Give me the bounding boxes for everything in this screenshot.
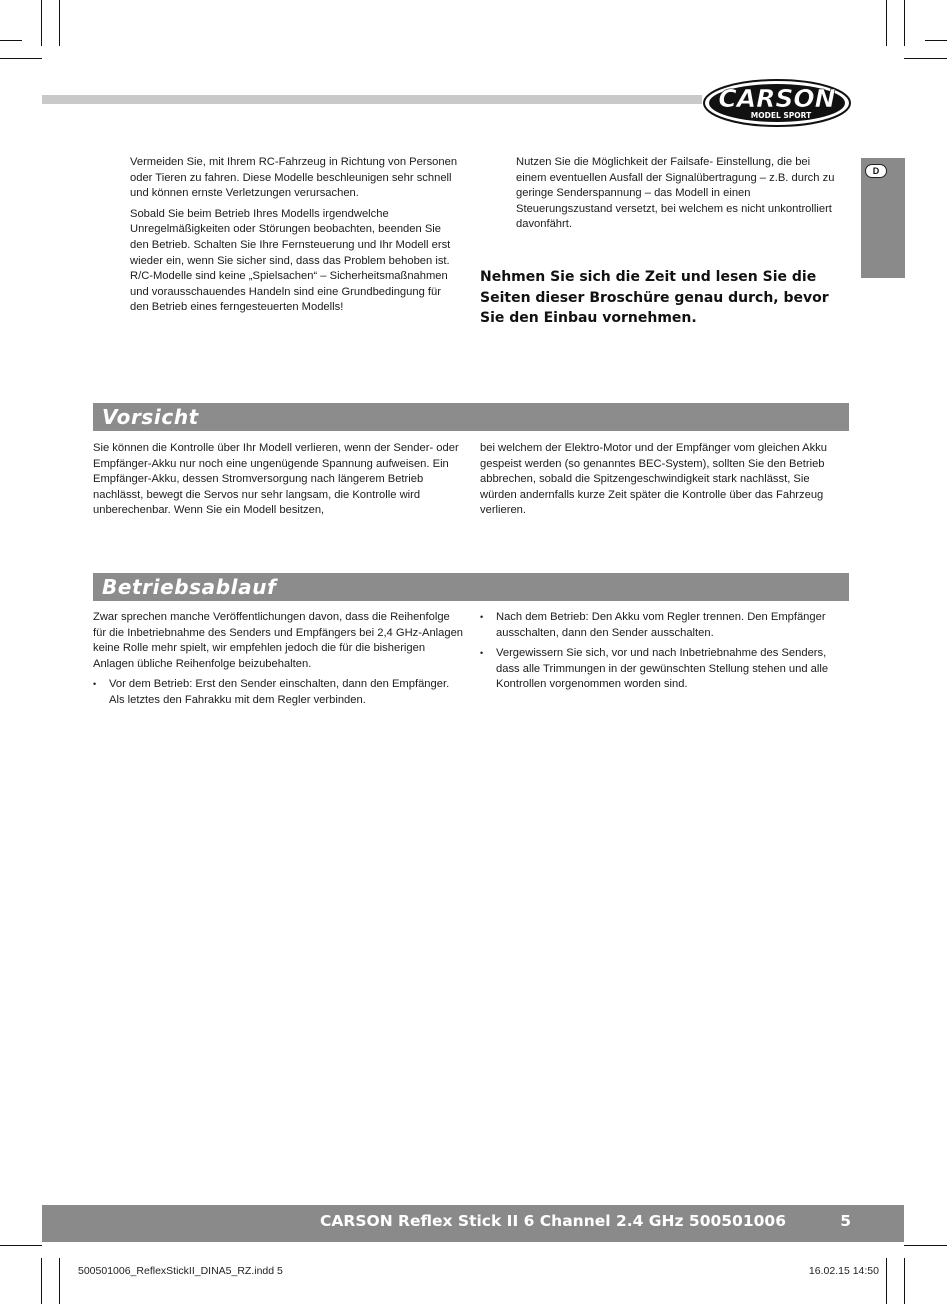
list-item: • Vor dem Betrieb: Erst den Sender einschalten, dann den Empfänger. Als letztes den Fahrakku mit dem Regler verbinden. (93, 677, 465, 708)
page-number: 5 (840, 1212, 851, 1230)
crop-mark (904, 1245, 947, 1246)
crop-mark (59, 0, 60, 46)
footer-bar (42, 1205, 904, 1242)
print-slug-date: 16.02.15 14:50 (808, 1265, 879, 1277)
crop-mark (59, 1258, 60, 1304)
crop-mark (886, 0, 887, 46)
crop-mark (0, 1245, 42, 1246)
crop-mark (904, 1258, 905, 1304)
print-slug-file: 500501006_ReflexStickII_DINA5_RZ.indd 5 (78, 1265, 283, 1277)
carson-logo (703, 78, 851, 128)
logo-tagline: MODEL SPORT (750, 111, 812, 120)
section-title: Betriebsablauf (102, 575, 277, 599)
crop-mark (0, 40, 22, 41)
vorsicht-right-text: bei welchem der Elektro-Motor und der Empfänger vom gleichen Akku gespeist werden (so genanntes BEC-System), sollten Sie den Betrieb abbrechen, sobald die Spitzengeschwindigkeit stark nachlässt, Sie würden andernfalls kurze Zeit später die Kontrolle über das Fahrzeug verlieren. (480, 442, 827, 517)
crop-mark (904, 58, 947, 59)
header-bar (42, 95, 702, 104)
crop-mark (925, 40, 947, 41)
footer-title: CARSON Reflex Stick II 6 Channel 2.4 GHz 500501006 (320, 1212, 786, 1230)
crop-mark (41, 1258, 42, 1304)
logo-wordmark: CARSON (718, 84, 836, 113)
intro-paragraph: Sobald Sie beim Betrieb Ihres Modells irgendwelche Unregelmäßigkeiten oder Störungen beobachten, beenden Sie den Betrieb. Schalten Sie Ihre Fernsteuerung und Ihr Modell erst wieder ein, wenn Sie sicher sind, dass das Problem behoben ist. R/C-Modelle sind keine „Spielsachen“ – Sicherheitsmaßnahmen und vorausschauendes Handeln sind eine Grundbedingung für den Betrieb eines ferngesteuerten Modells! (130, 207, 451, 314)
intro-left-column (130, 155, 460, 321)
list-item: • Nach dem Betrieb: Den Akku vom Regler trennen. Den Empfänger ausschalten, dann den Sender ausschalten. (480, 610, 848, 641)
section-header-betriebsablauf (93, 573, 849, 601)
betriebsablauf-right-column (480, 610, 848, 698)
betriebsablauf-left-column (93, 610, 465, 714)
crop-mark (41, 0, 42, 46)
crop-mark (904, 0, 905, 46)
intro-right-column (516, 155, 842, 238)
list-item: • Vergewissern Sie sich, vor und nach Inbetriebnahme des Senders, dass alle Trimmungen in der gewünschten Stellung stehen und alle Kontrollen vorgenommen worden sind. (480, 646, 848, 693)
section-header-vorsicht (93, 403, 849, 431)
language-badge: D (865, 164, 887, 178)
lead-notice: Nehmen Sie sich die Zeit und lesen Sie die Seiten dieser Broschüre genau durch, bevor Sie den Einbau vornehmen. (480, 269, 829, 326)
crop-mark (886, 1258, 887, 1304)
failsafe-paragraph: Nutzen Sie die Möglichkeit der Failsafe- Einstellung, die bei einem eventuellen Ausfall der Signalübertragung – z.B. durch zu geringe Senderspannung – das Modell in einen Steuerungszustand versetzt, bei welchem es nicht unkontrolliert davonfährt. (516, 156, 835, 231)
crop-mark (0, 58, 42, 59)
vorsicht-left-text: Sie können die Kontrolle über Ihr Modell verlieren, wenn der Sender- oder Empfänger-Akku nur noch eine ungenügende Spannung aufweisen. Ein Empfänger-Akku, dessen Stromversorgung nach längerem Betrieb nachlässt, bewegt die Servos nur sehr langsam, die Kontrolle wird unberechenbar. Wenn Sie ein Modell besitzen, (93, 442, 459, 517)
intro-paragraph: Vermeiden Sie, mit Ihrem RC-Fahrzeug in Richtung von Personen oder Tieren zu fahren. Diese Modelle beschleunigen sehr schnell und können ernste Verletzungen verursachen. (130, 156, 458, 200)
betriebsablauf-paragraph: Zwar sprechen manche Veröffentlichungen davon, dass die Reihenfolge für die Inbetriebnahme des Senders und Empfängers bei 2,4 GHz-Anlagen keine Rolle mehr spielt, wir empfehlen jedoch die für die bisherigen Anlagen übliche Reihenfolge beizubehalten. (93, 611, 464, 670)
section-title: Vorsicht (102, 405, 199, 429)
